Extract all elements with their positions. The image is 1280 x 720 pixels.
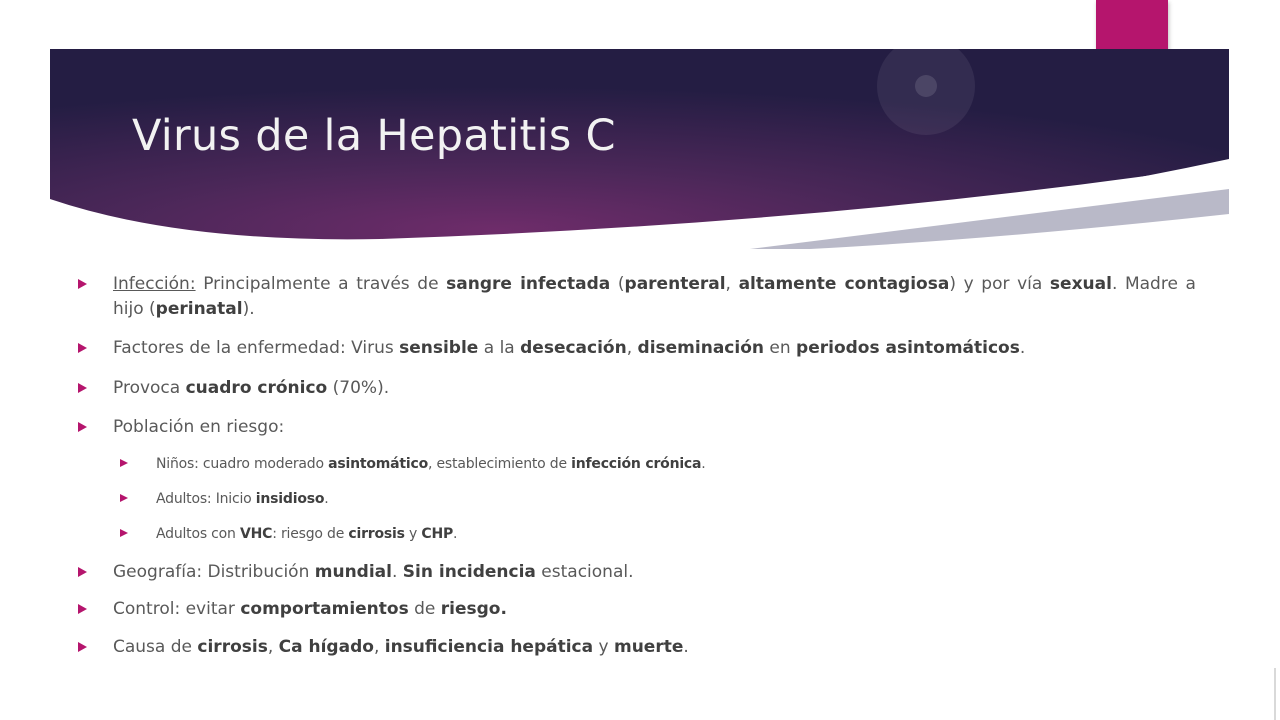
slide-title: Virus de la Hepatitis C <box>132 111 616 161</box>
underlined-label: Infección: <box>113 274 196 294</box>
bullet-item <box>78 597 1196 622</box>
text-segment: Causa de <box>113 636 198 657</box>
triangle-arrow-icon <box>78 343 87 353</box>
bold-text: cirrosis <box>197 636 268 657</box>
bold-text: VHC <box>239 525 273 542</box>
text-segment: Población en riesgo: <box>113 417 285 437</box>
text-segment: . <box>701 455 706 472</box>
bold-text: comportamientos <box>240 599 409 619</box>
bold-text: periodos asintomáticos <box>796 338 1020 358</box>
text-segment: . <box>1019 338 1026 358</box>
text-segment: , <box>626 338 638 358</box>
text-segment: Control: evitar <box>113 599 241 619</box>
bold-text: perinatal <box>155 298 243 319</box>
triangle-arrow-icon <box>78 383 87 393</box>
text-segment: (70%). <box>327 377 390 398</box>
bullet-item <box>78 376 1196 401</box>
bold-text: riesgo. <box>440 599 507 619</box>
text-segment: . <box>391 561 403 582</box>
sub-bullet-item <box>120 490 1196 508</box>
bullet-item <box>78 635 1196 660</box>
bold-text: sangre infectada <box>446 274 611 294</box>
triangle-arrow-icon <box>78 642 87 652</box>
text-segment: Adultos: Inicio <box>156 490 256 507</box>
text-segment: . <box>683 636 689 657</box>
sub-bullet-item <box>120 525 1196 543</box>
bold-text: parenteral <box>624 274 726 294</box>
bold-text: mundial <box>314 561 392 582</box>
text-segment: , <box>725 274 739 294</box>
sub-bullet-item <box>120 455 1196 473</box>
bold-text: infección crónica <box>571 455 702 472</box>
triangle-arrow-icon <box>78 279 87 289</box>
text-segment: ). <box>242 298 255 319</box>
bullet-list <box>78 272 1196 674</box>
triangle-arrow-icon <box>120 529 128 537</box>
triangle-arrow-icon <box>120 459 128 467</box>
text-segment: y <box>404 525 422 542</box>
bold-text: desecación <box>520 338 627 358</box>
text-segment: . <box>324 490 329 507</box>
bullet-item <box>78 272 1196 321</box>
bold-text: Sin incidencia <box>402 561 536 582</box>
text-segment: estacional. <box>535 561 634 582</box>
text-segment: , <box>373 636 385 657</box>
bullet-item <box>78 560 1196 585</box>
bold-text: sexual <box>1049 274 1112 294</box>
text-segment: y <box>593 636 614 657</box>
bold-text: cuadro crónico <box>185 377 328 398</box>
bold-text: diseminación <box>637 338 764 358</box>
text-segment: , establecimiento de <box>428 455 572 472</box>
text-segment: ( <box>610 274 625 294</box>
text-segment: : riesgo de <box>272 525 349 542</box>
bullet-item <box>78 415 1196 440</box>
text-segment: a la <box>478 338 521 358</box>
text-segment: de <box>408 599 441 619</box>
edge-divider <box>1274 668 1276 720</box>
text-segment: Geografía: Distribución <box>113 561 315 582</box>
text-segment: en <box>763 338 797 358</box>
text-segment: Adultos con <box>156 525 240 542</box>
bold-text: altamente contagiosa <box>738 274 950 294</box>
bold-text: Ca hígado <box>278 636 374 657</box>
triangle-arrow-icon <box>78 422 87 432</box>
bold-text: insuficiencia hepática <box>384 636 594 657</box>
bold-text: cirrosis <box>348 525 405 542</box>
text-segment: Principalmente a través de <box>195 274 447 294</box>
text-segment: ) y por vía <box>949 274 1050 294</box>
triangle-arrow-icon <box>78 567 87 577</box>
text-segment: . Madre a hijo ( <box>113 274 1196 319</box>
text-segment: Provoca <box>113 377 186 398</box>
bold-text: sensible <box>399 338 479 358</box>
bullet-item <box>78 336 1196 361</box>
bold-text: CHP <box>421 525 454 542</box>
triangle-arrow-icon <box>78 604 87 614</box>
text-segment: Niños: cuadro moderado <box>156 455 329 472</box>
bold-text: muerte <box>613 636 684 657</box>
text-segment: , <box>267 636 279 657</box>
triangle-arrow-icon <box>120 494 128 502</box>
text-segment: . <box>453 525 458 542</box>
text-segment: Factores de la enfermedad: Virus <box>113 338 400 358</box>
bold-text: asintomático <box>328 455 429 472</box>
bold-text: insidioso <box>255 490 325 507</box>
